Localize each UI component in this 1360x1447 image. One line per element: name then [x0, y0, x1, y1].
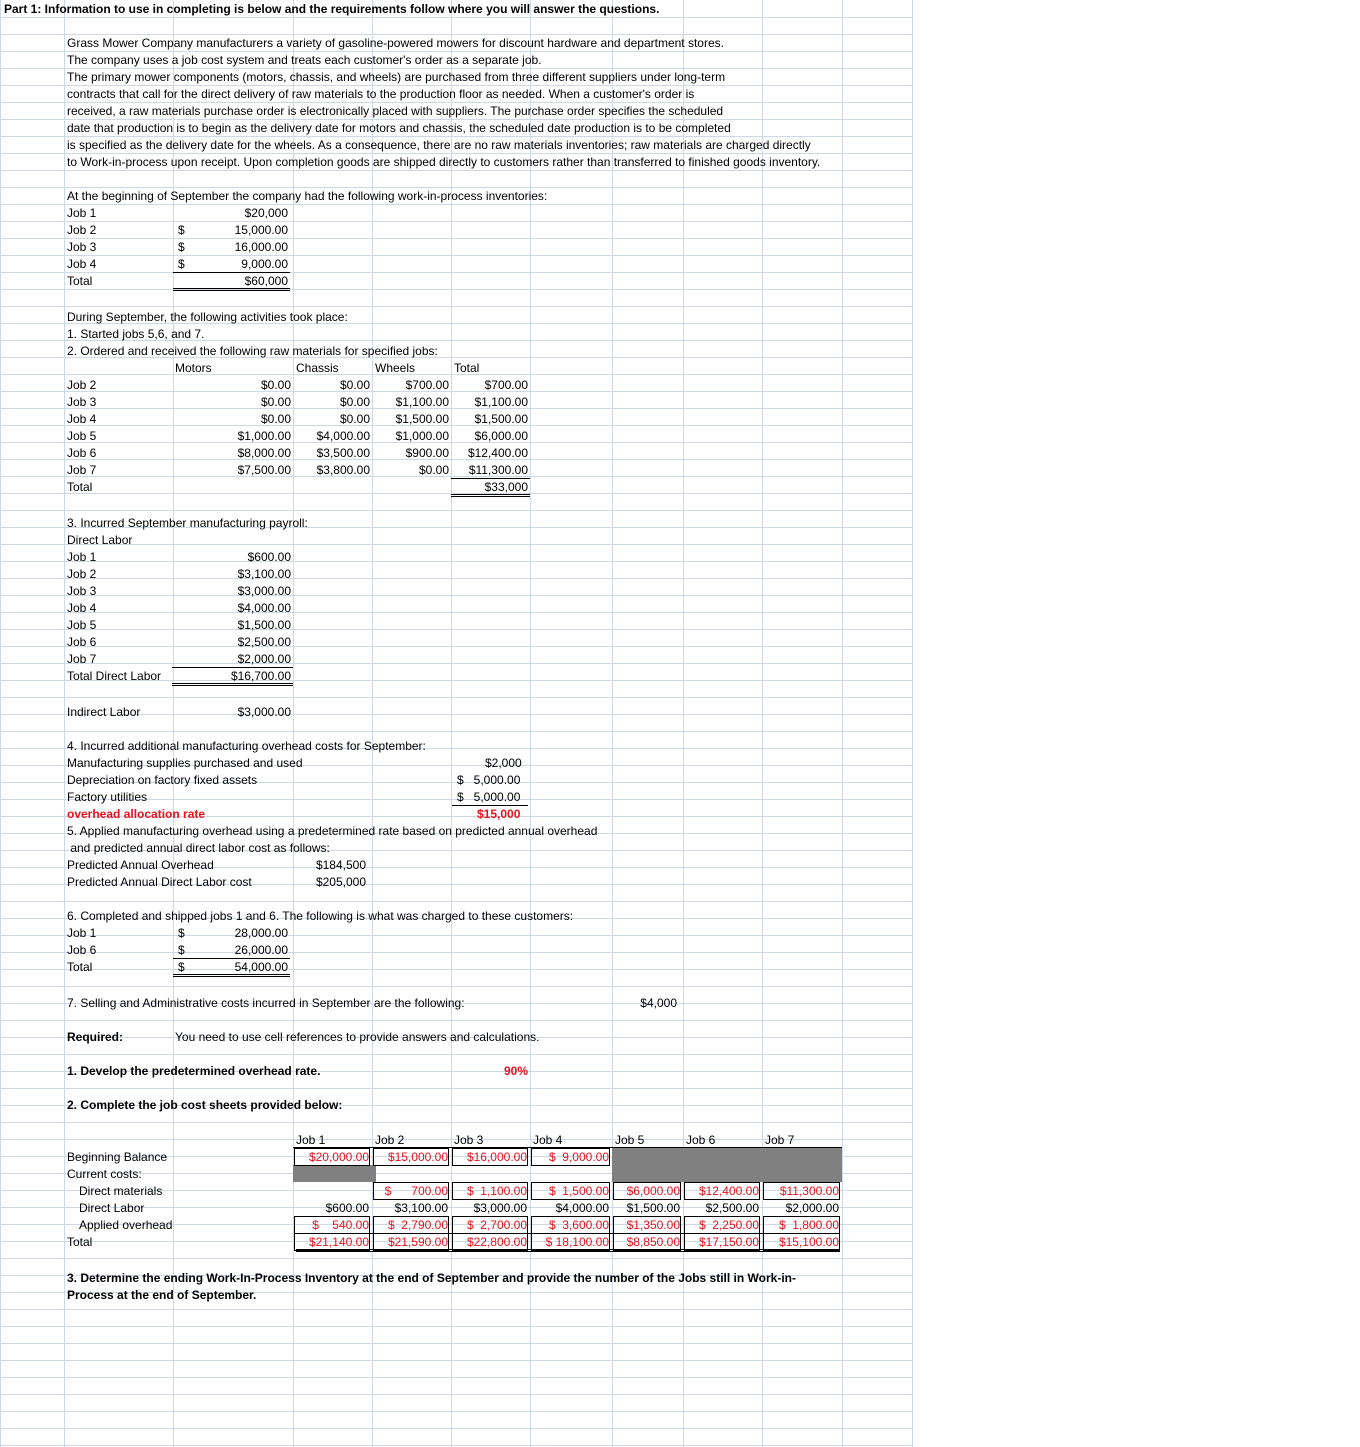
predicted-dl-value: $205,000 — [315, 875, 366, 889]
motors-value: $0.00 — [260, 412, 291, 426]
materials-total: $1,100.00 — [474, 395, 528, 409]
selling-value: $4,000 — [640, 996, 677, 1010]
activities-heading: During September, the following activities took place: — [67, 310, 348, 324]
materials-job-label: Job 6 — [67, 446, 97, 460]
job-cost-total-2[interactable]: $21,590.00 — [374, 1234, 448, 1250]
job-cost-dl-1[interactable]: $600.00 — [325, 1201, 369, 1215]
dollar-sign: $ — [178, 240, 185, 254]
materials-total: $12,400.00 — [467, 446, 528, 460]
question-2: 2. Complete the job cost sheets provided below: — [67, 1098, 343, 1112]
activity-item: 1. Started jobs 5,6, and 7. — [67, 327, 205, 341]
payroll-value: $4,000.00 — [237, 601, 291, 615]
predicted-dl-label: Predicted Annual Direct Labor cost — [67, 875, 252, 889]
job-cost-beginning-3[interactable]: $16,000.00 — [453, 1149, 527, 1165]
job-cost-dl-7[interactable]: $2,000.00 — [785, 1201, 839, 1215]
job-cost-oh-6[interactable]: $ 2,250.00 — [685, 1217, 759, 1233]
intro-line: Grass Mower Company manufacturers a variety of gasoline-powered mowers for discount hardware and department stores. — [67, 36, 724, 50]
job-header-7: Job 7 — [765, 1133, 795, 1147]
overhead-rate-answer[interactable]: 90% — [503, 1064, 528, 1078]
predicted-overhead-label: Predicted Annual Overhead — [67, 858, 214, 872]
question-1: 1. Develop the predetermined overhead rate. — [67, 1064, 321, 1078]
current-costs-label: Current costs: — [67, 1167, 142, 1181]
overhead-label: Depreciation on factory fixed assets — [67, 773, 258, 787]
dollar-sign: $ — [178, 223, 185, 237]
payroll-subheading: Direct Labor — [67, 533, 133, 547]
job-cost-oh-4[interactable]: $ 3,600.00 — [532, 1217, 609, 1233]
dollar-sign: $ — [178, 926, 185, 940]
wip-value: $20,000 — [244, 206, 288, 220]
materials-total: $700.00 — [484, 378, 528, 392]
intro-line: to Work-in-process upon receipt. Upon completion goods are shipped directly to customers rather than transferred to finished goods inventory. — [67, 155, 821, 169]
job-header-5: Job 5 — [615, 1133, 645, 1147]
job-header-6: Job 6 — [686, 1133, 716, 1147]
materials-job-label: Job 7 — [67, 463, 97, 477]
predicted-overhead-value: $184,500 — [315, 858, 366, 872]
gray-fill — [293, 1165, 376, 1182]
chassis-value: $0.00 — [339, 395, 370, 409]
wip-value: 9,000.00 — [241, 257, 288, 271]
shipped-total-value: 54,000.00 — [234, 960, 288, 974]
wheels-value: $0.00 — [418, 463, 449, 477]
payroll-value: $2,000.00 — [237, 652, 291, 666]
payroll-total-value: $16,700.00 — [230, 669, 291, 683]
job-cost-total-3[interactable]: $22,800.00 — [453, 1234, 527, 1250]
wip-label: Job 2 — [67, 223, 97, 237]
job-cost-oh-3[interactable]: $ 2,700.00 — [453, 1217, 527, 1233]
payroll-value: $600.00 — [247, 550, 291, 564]
materials-total-value: $33,000 — [484, 480, 528, 494]
shipped-value: 28,000.00 — [234, 926, 288, 940]
motors-value: $7,500.00 — [237, 463, 291, 477]
job-cost-dm-2[interactable]: $ 700.00 — [374, 1183, 448, 1199]
intro-line: contracts that call for the direct delivery of raw materials to the production floor as needed. When a customer's order is — [67, 87, 695, 101]
payroll-value: $3,100.00 — [237, 567, 291, 581]
shipped-total-label: Total — [67, 960, 93, 974]
intro-line: is specified as the delivery date for the wheels. As a consequence, there are no raw materials inventories; raw materials are charged directly — [67, 138, 811, 152]
question-3: 3. Determine the ending Work-In-Process Inventory at the end of September and provide the number of the Jobs still in Work-in- — [67, 1271, 796, 1285]
job-cost-oh-7[interactable]: $ 1,800.00 — [764, 1217, 839, 1233]
wheels-value: $1,100.00 — [395, 395, 449, 409]
intro-line: date that production is to begin as the delivery date for motors and chassis, the scheduled date production is to be completed — [67, 121, 731, 135]
payroll-job-label: Job 7 — [67, 652, 97, 666]
job-header-4: Job 4 — [533, 1133, 563, 1147]
materials-total: $1,500.00 — [474, 412, 528, 426]
wheels-value: $900.00 — [405, 446, 449, 460]
materials-job-label: Job 4 — [67, 412, 97, 426]
selling-label: 7. Selling and Administrative costs incurred in September are the following: — [67, 996, 465, 1010]
payroll-heading: 3. Incurred September manufacturing payroll: — [67, 516, 308, 530]
wip-label: Job 1 — [67, 206, 97, 220]
motors-value: $0.00 — [260, 378, 291, 392]
job-cost-oh-5[interactable]: $1,350.00 — [614, 1217, 680, 1233]
job-cost-total-7[interactable]: $15,100.00 — [764, 1234, 839, 1250]
payroll-job-label: Job 1 — [67, 550, 97, 564]
job-cost-dl-4[interactable]: $4,000.00 — [555, 1201, 609, 1215]
gray-fill — [612, 1148, 842, 1182]
wip-heading: At the beginning of September the company had the following work-in-process inventories: — [67, 189, 548, 203]
payroll-value: $2,500.00 — [237, 635, 291, 649]
wip-label: Job 4 — [67, 257, 97, 271]
motors-value: $8,000.00 — [237, 446, 291, 460]
applied-overhead-text: 5. Applied manufacturing overhead using a predetermined rate based on predicted annual overhead — [67, 824, 598, 838]
activity-item: 2. Ordered and received the following raw materials for specified jobs: — [67, 344, 438, 358]
job-cost-beginning-4[interactable]: $ 9,000.00 — [532, 1149, 609, 1165]
dm-label: Direct materials — [79, 1184, 163, 1198]
dl-label: Direct Labor — [79, 1201, 145, 1215]
col-header: Wheels — [375, 361, 416, 375]
overhead-value: $2,000 — [485, 756, 522, 770]
wheels-value: $1,000.00 — [395, 429, 449, 443]
overhead-label: Manufacturing supplies purchased and used — [67, 756, 303, 770]
applied-overhead-text: and predicted annual direct labor cost as follows: — [67, 841, 330, 855]
job-cost-dl-5[interactable]: $1,500.00 — [626, 1201, 680, 1215]
job-header-3: Job 3 — [454, 1133, 484, 1147]
job-header-2: Job 2 — [375, 1133, 405, 1147]
required-label: Required: — [67, 1030, 124, 1044]
materials-total: $11,300.00 — [468, 463, 528, 477]
job-cost-beginning-2[interactable]: $15,000.00 — [374, 1149, 448, 1165]
payroll-job-label: Job 6 — [67, 635, 97, 649]
overhead-heading: 4. Incurred additional manufacturing overhead costs for September: — [67, 739, 426, 753]
payroll-total-label: Total Direct Labor — [67, 669, 162, 683]
materials-total-label: Total — [67, 480, 93, 494]
job-cost-dm-6[interactable]: $12,400.00 — [685, 1183, 759, 1199]
overhead-rate-value: $15,000 — [477, 807, 521, 821]
materials-job-label: Job 3 — [67, 395, 97, 409]
overhead-label: Factory utilities — [67, 790, 148, 804]
overhead-value: $ 5,000.00 — [457, 790, 521, 804]
materials-job-label: Job 2 — [67, 378, 97, 392]
job-cost-oh-1[interactable]: $ 540.00 — [295, 1217, 369, 1233]
overhead-rate-label: overhead allocation rate — [67, 807, 206, 821]
job-cost-dl-6[interactable]: $2,500.00 — [705, 1201, 759, 1215]
wip-label: Job 3 — [67, 240, 97, 254]
job-cost-dm-5[interactable]: $6,000.00 — [614, 1183, 680, 1199]
total-label: Total — [67, 1235, 93, 1249]
job-cost-oh-2[interactable]: $ 2,790.00 — [374, 1217, 448, 1233]
job-cost-total-6[interactable]: $17,150.00 — [685, 1234, 759, 1250]
job-cost-total-1[interactable]: $21,140.00 — [295, 1234, 369, 1250]
oh-label: Applied overhead — [79, 1218, 173, 1232]
intro-line: The company uses a job cost system and treats each customer's order as a separate job. — [67, 53, 542, 67]
job-header-1: Job 1 — [296, 1133, 326, 1147]
indirect-label: Indirect Labor — [67, 705, 141, 719]
job-cost-dl-3[interactable]: $3,000.00 — [473, 1201, 527, 1215]
col-header: Motors — [175, 361, 212, 375]
wip-total-value: $60,000 — [244, 274, 288, 288]
wheels-value: $700.00 — [405, 378, 449, 392]
col-header: Total — [454, 361, 480, 375]
job-cost-dm-3[interactable]: $ 1,100.00 — [453, 1183, 527, 1199]
intro-line: received, a raw materials purchase order is electronically placed with suppliers. The purchase order specifies the scheduled — [67, 104, 724, 118]
col-header: Chassis — [296, 361, 339, 375]
chassis-value: $3,500.00 — [316, 446, 370, 460]
payroll-job-label: Job 3 — [67, 584, 97, 598]
chassis-value: $0.00 — [339, 412, 370, 426]
job-cost-dm-7[interactable]: $11,300.00 — [764, 1183, 839, 1199]
page-title: Part 1: Information to use in completing is below and the requirements follow where you will answer the questions. — [4, 2, 660, 16]
shipped-label: Job 6 — [67, 943, 97, 957]
job-cost-total-4[interactable]: $ 18,100.00 — [532, 1234, 609, 1250]
payroll-job-label: Job 5 — [67, 618, 97, 632]
shipped-label: Job 1 — [67, 926, 97, 940]
dollar-sign: $ — [178, 943, 185, 957]
chassis-value: $4,000.00 — [316, 429, 370, 443]
wheels-value: $1,500.00 — [395, 412, 449, 426]
wip-value: 15,000.00 — [234, 223, 288, 237]
overhead-value: $ 5,000.00 — [457, 773, 521, 787]
job-cost-dm-4[interactable]: $ 1,500.00 — [532, 1183, 609, 1199]
payroll-value: $3,000.00 — [237, 584, 291, 598]
wip-value: 16,000.00 — [234, 240, 288, 254]
intro-line: The primary mower components (motors, chassis, and wheels) are purchased from three different suppliers under long-term — [67, 70, 726, 84]
motors-value: $1,000.00 — [237, 429, 291, 443]
beginning-balance-label: Beginning Balance — [67, 1150, 168, 1164]
job-cost-beginning-1[interactable]: $20,000.00 — [295, 1149, 369, 1165]
materials-job-label: Job 5 — [67, 429, 97, 443]
job-cost-total-5[interactable]: $8,850.00 — [614, 1234, 680, 1250]
payroll-value: $1,500.00 — [237, 618, 291, 632]
payroll-job-label: Job 2 — [67, 567, 97, 581]
indirect-value: $3,000.00 — [237, 705, 291, 719]
required-note: You need to use cell references to provide answers and calculations. — [175, 1030, 540, 1044]
motors-value: $0.00 — [260, 395, 291, 409]
materials-total: $6,000.00 — [474, 429, 528, 443]
chassis-value: $3,800.00 — [316, 463, 370, 477]
question-3: Process at the end of September. — [67, 1288, 257, 1302]
chassis-value: $0.00 — [339, 378, 370, 392]
dollar-sign: $ — [178, 257, 185, 271]
shipped-heading: 6. Completed and shipped jobs 1 and 6. The following is what was charged to these customers: — [67, 909, 574, 923]
wip-total-label: Total — [67, 274, 93, 288]
shipped-value: 26,000.00 — [234, 943, 288, 957]
dollar-sign: $ — [178, 960, 185, 974]
payroll-job-label: Job 4 — [67, 601, 97, 615]
job-cost-dl-2[interactable]: $3,100.00 — [394, 1201, 448, 1215]
